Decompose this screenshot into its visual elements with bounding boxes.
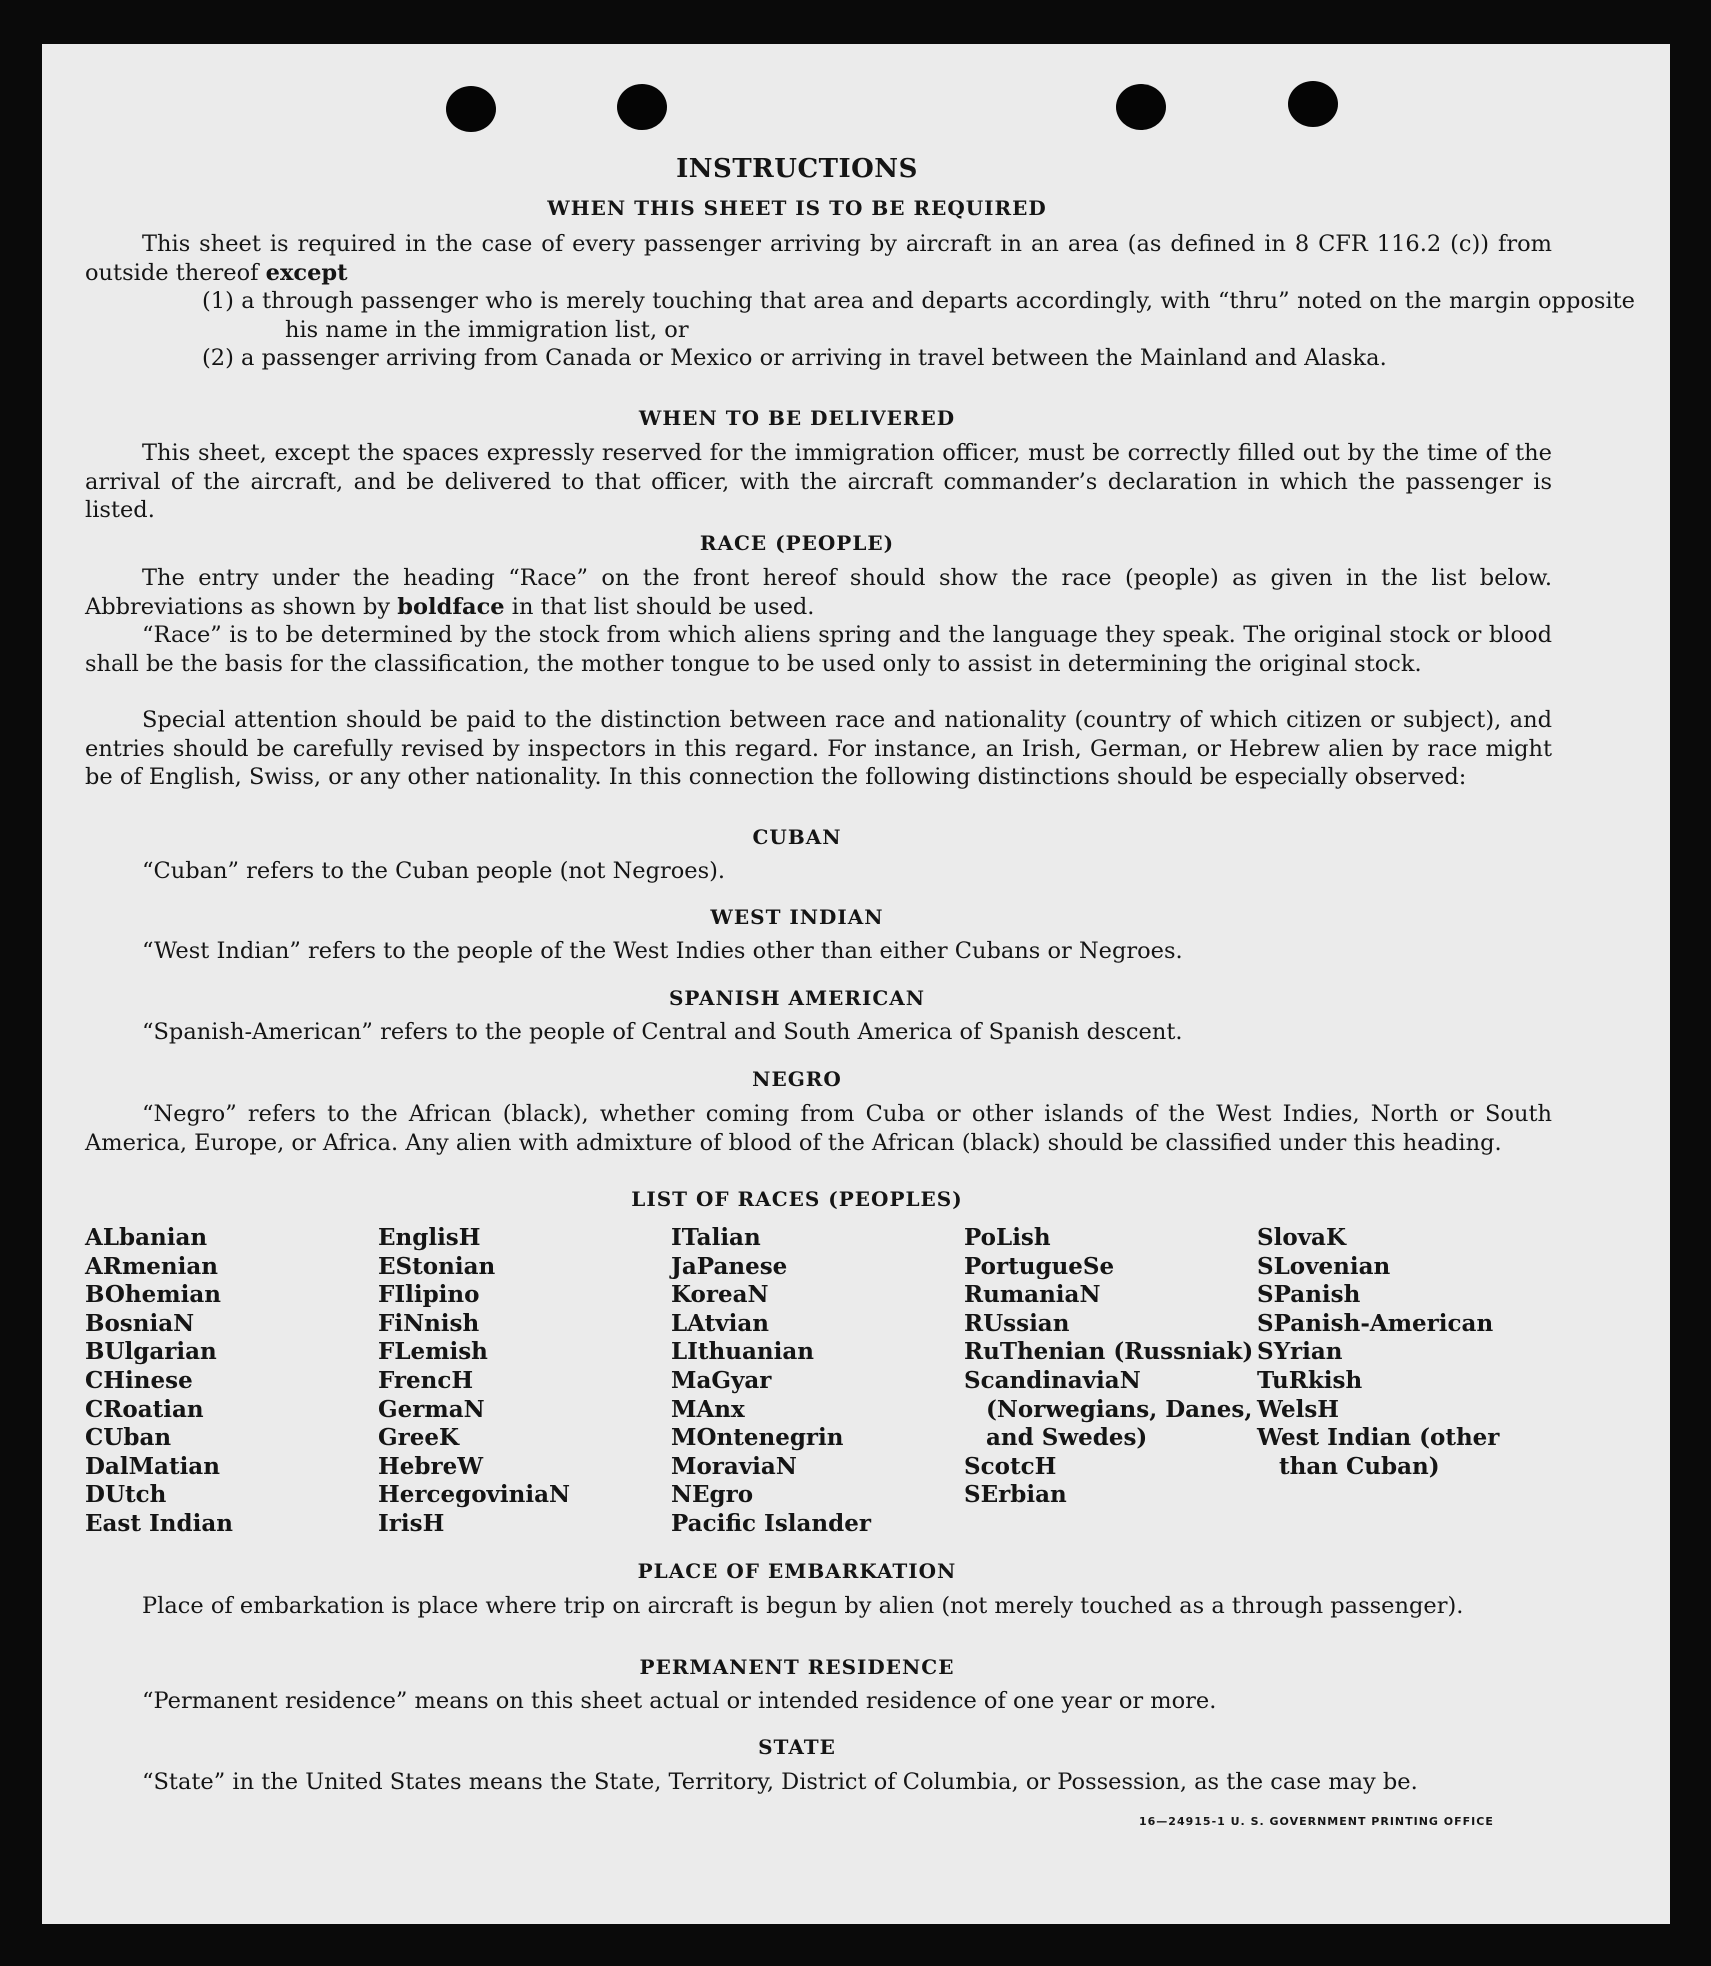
race-item: EStonian xyxy=(378,1252,496,1280)
race-item: PortugueSe xyxy=(964,1252,1115,1280)
punch-hole xyxy=(446,86,496,132)
race-item: RumaniaN xyxy=(964,1281,1101,1309)
exception-item-1: (1) a through passenger who is merely touching that area and departs accordingly, with “thru” noted on the margin opposite his name in the immigration list, or xyxy=(202,288,1635,343)
race-item: GermaN xyxy=(378,1395,485,1423)
heading-negro: NEGRO xyxy=(752,1067,842,1091)
paragraph-spanish-american: “Spanish-American” refers to the people of Central and South America of Spanish descent. xyxy=(142,1019,1183,1045)
paragraph-race-2: “Race” is to be determined by the stock from which aliens spring and the language they speak. The original stock or blood shall be the basis for the classification, the mother tongue to be used only to assist in determining the original stock. xyxy=(85,622,1552,677)
race-item: SLovenian xyxy=(1257,1252,1391,1280)
document-title: INSTRUCTIONS xyxy=(676,154,918,184)
race-item: EnglisH xyxy=(378,1224,481,1251)
race-item: Pacific Islander xyxy=(671,1509,871,1537)
heading-state: STATE xyxy=(758,1735,836,1759)
race-item: MaGyar xyxy=(671,1366,772,1394)
exception-item-2: (2) a passenger arriving from Canada or Mexico or arriving in travel between the Mainland and Alaska. xyxy=(202,345,1387,371)
race-item: BosniaN xyxy=(85,1309,195,1337)
heading-cuban: CUBAN xyxy=(752,825,842,849)
heading-spanish-american: SPANISH AMERICAN xyxy=(668,986,926,1010)
race-item: BOhemian xyxy=(85,1281,221,1309)
race-item: HercegoviniaN xyxy=(378,1481,571,1509)
race-item: JaPanese xyxy=(671,1252,788,1280)
race-item: West Indian (other than Cuban) xyxy=(1257,1424,1500,1480)
race-item: MOntenegrin xyxy=(671,1424,844,1452)
race-item: GreeK xyxy=(378,1424,460,1452)
paragraph-negro: “Negro” refers to the African (black), whether coming from Cuba or other islands of the West Indies, North or South America, Europe, or Africa. Any alien with admixture of blood of the African (black) should be classified under this heading. xyxy=(85,1101,1552,1156)
race-item: East Indian xyxy=(85,1509,233,1537)
race-item: FIlipino xyxy=(378,1281,480,1309)
race-item: FiNnish xyxy=(378,1309,480,1337)
paragraph-embarkation: Place of embarkation is place where trip on aircraft is begun by alien (not merely touched as a through passenger). xyxy=(142,1593,1464,1619)
race-item: LAtvian xyxy=(671,1309,769,1337)
paragraph-race-3: Special attention should be paid to the distinction between race and nationality (country of which citizen or subject), and entries should be carefully revised by inspectors in this regard. For instance, an Irish, German, or Hebrew alien by race might be of English, Swiss, or any other nationality. In this connection the following distinctions should be especially observed: xyxy=(85,707,1552,791)
race-item: FLemish xyxy=(378,1338,488,1366)
race-item: IrisH xyxy=(378,1509,445,1537)
race-item: SPanish-American xyxy=(1257,1309,1494,1337)
document-sheet xyxy=(42,44,1670,1924)
race-item: SPanish xyxy=(1257,1281,1361,1309)
heading-embarkation: PLACE OF EMBARKATION xyxy=(637,1559,957,1583)
race-item: TuRkish xyxy=(1257,1366,1363,1394)
race-item: ScotcH xyxy=(964,1452,1057,1480)
race-item: CUban xyxy=(85,1424,172,1452)
heading-when-delivered: WHEN TO BE DELIVERED xyxy=(638,406,956,430)
paragraph-cuban: “Cuban” refers to the Cuban people (not Negroes). xyxy=(142,858,726,884)
race-item: HebreW xyxy=(378,1452,484,1480)
race-item: ScandinaviaN (Norwegians, Danes, and Swedes) xyxy=(964,1366,1253,1452)
heading-permanent-residence: PERMANENT RESIDENCE xyxy=(639,1655,955,1679)
race-item: PoLish xyxy=(964,1224,1051,1251)
races-column-1 xyxy=(85,1224,365,1539)
races-column-3 xyxy=(671,1224,951,1539)
race-item: LIthuanian xyxy=(671,1338,814,1366)
race-item: RUssian xyxy=(964,1309,1070,1337)
paragraph-race-1: The entry under the heading “Race” on the front hereof should show the race (people) as given in the list below. Abbreviations as shown by boldface in that list should be used. xyxy=(85,565,1552,620)
paragraph-west-indian: “West Indian” refers to the people of the West Indies other than either Cubans or Negroes. xyxy=(142,938,1183,964)
printing-office-footer: 16—24915-1 U. S. GOVERNMENT PRINTING OFFICE xyxy=(1139,1815,1494,1828)
race-item: KoreaN xyxy=(671,1281,769,1309)
race-item: SErbian xyxy=(964,1481,1067,1509)
race-item: CHinese xyxy=(85,1366,193,1394)
races-column-2 xyxy=(378,1224,658,1539)
races-column-4 xyxy=(964,1224,1254,1510)
race-item: MAnx xyxy=(671,1395,745,1423)
race-item: WelsH xyxy=(1257,1395,1340,1423)
paragraph-permanent-residence: “Permanent residence” means on this sheet actual or intended residence of one year or more. xyxy=(142,1688,1217,1714)
race-item: DUtch xyxy=(85,1481,167,1509)
race-item: RuThenian (Russniak) xyxy=(964,1338,1254,1366)
race-item: SlovaK xyxy=(1257,1224,1346,1251)
paragraph-when-required: This sheet is required in the case of every passenger arriving by aircraft in an area (as defined in 8 CFR 116.2 (c)) from outside thereof except xyxy=(85,231,1552,286)
heading-races-list: LIST OF RACES (PEOPLES) xyxy=(631,1187,963,1211)
punch-hole xyxy=(617,84,667,130)
heading-race: RACE (PEOPLE) xyxy=(699,531,895,555)
race-item: ARmenian xyxy=(85,1252,219,1280)
race-item: MoraviaN xyxy=(671,1452,797,1480)
race-item: ITalian xyxy=(671,1224,761,1251)
race-item: CRoatian xyxy=(85,1395,204,1423)
punch-hole xyxy=(1116,84,1166,130)
race-item: NEgro xyxy=(671,1481,754,1509)
paragraph-when-delivered: This sheet, except the spaces expressly reserved for the immigration officer, must be correctly filled out by the time of the arrival of the aircraft, and be delivered to that officer, with the aircraft commander’s declaration in which the passenger is listed. xyxy=(85,440,1552,524)
race-item: BUlgarian xyxy=(85,1338,217,1366)
race-item: DalMatian xyxy=(85,1452,220,1480)
race-item: SYrian xyxy=(1257,1338,1343,1366)
paragraph-state: “State” in the United States means the State, Territory, District of Columbia, or Possession, as the case may be. xyxy=(142,1769,1418,1795)
heading-when-required: WHEN THIS SHEET IS TO BE REQUIRED xyxy=(547,196,1047,220)
race-item: ALbanian xyxy=(85,1224,208,1251)
races-column-5 xyxy=(1257,1224,1552,1481)
race-item: FrencH xyxy=(378,1366,474,1394)
punch-hole xyxy=(1288,81,1338,127)
heading-west-indian: WEST INDIAN xyxy=(710,905,884,929)
